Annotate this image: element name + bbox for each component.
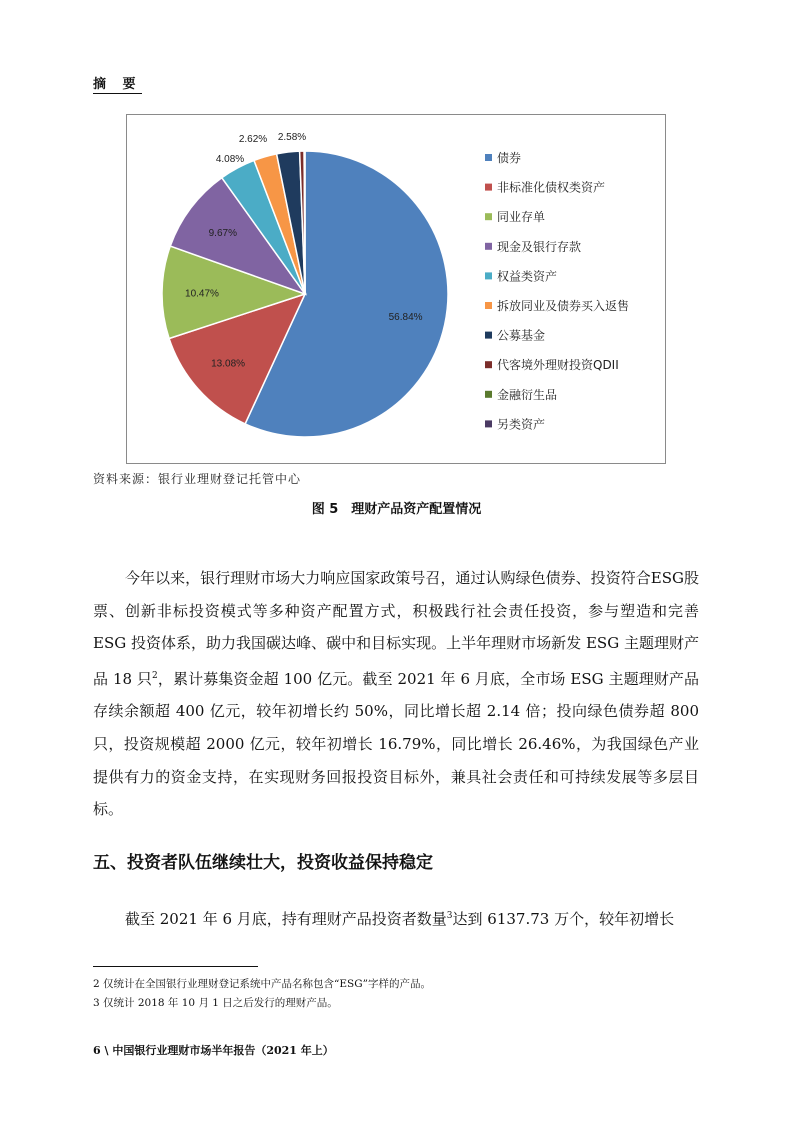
paragraph-esg-text-2: ，累计募集资金超 100 亿元。截至 2021 年 6 月底，全市场 ESG 主题理财产品存续余额超 400 亿元，较年初增长约 50%，同比增长超 2.14 倍；投向绿色债券超 800 只，投资规模超 2000 亿元，较年初增长 16.79%，同比增长 26.46%，为我国绿色产业提供有力的资金支持，在实现财务回报投资目标外，兼具社会责任和可持续发展等多层目标。 (93, 669, 700, 819)
legend-swatch-2 (485, 184, 492, 191)
legend-swatch-10 (485, 420, 492, 427)
legend-item-4[interactable]: 现金及银行存款 (497, 239, 582, 254)
footnote-3: 3 仅统计 2018 年 10 月 1 日之后发行的理财产品。 (93, 997, 338, 1009)
paragraph-investors-text-2: 达到 6137.73 万个，较年初增长 (452, 910, 675, 928)
pie-data-label-5: 4.08% (215, 154, 245, 165)
legend-item-10[interactable]: 另类资产 (497, 417, 546, 432)
legend-swatch-3 (485, 213, 492, 220)
pie-data-label-2: 13.08% (211, 358, 246, 370)
legend-item-1[interactable]: 债券 (497, 151, 522, 165)
page-footer: 6 \ 中国银行业理财市场半年报告（2021 年上） (93, 1044, 334, 1057)
footnote-2: 2 仅统计在全国银行业理财登记系统中产品名称包含“ESG”字样的产品。 (93, 978, 431, 990)
legend-item-8[interactable]: 代客境外理财投资QDII (497, 358, 619, 373)
legend-item-9[interactable]: 金融衍生品 (497, 387, 558, 402)
legend-swatch-1 (485, 154, 492, 161)
section-header: 摘 要 (93, 73, 142, 94)
paragraph-esg-text-1: 今年以来，银行理财市场大力响应国家政策号召，通过认购绿色债券、投资符合ESG股票、创新非标投资模式等多种资产配置方式，积极践行社会责任投资，参与塑造和完善 ESG 投资体系，助力我国碳达峰、碳中和目标实现。上半年理财市场新发 ESG 主题理财产品 18 只 (93, 569, 699, 688)
legend-item-7[interactable]: 公募基金 (497, 328, 546, 343)
section-title: 五、投资者队伍继续壮大，投资收益保持稳定 (93, 853, 433, 873)
pie-chart (127, 115, 665, 463)
legend-swatch-7 (485, 332, 492, 339)
pie-data-label-7: 2.58% (277, 132, 307, 143)
legend-swatch-8 (485, 361, 492, 368)
footnote-ref-2[interactable]: 2 (152, 670, 158, 681)
legend-item-2[interactable]: 非标准化债权类资产 (497, 180, 606, 195)
legend-item-5[interactable]: 权益类资产 (497, 269, 558, 284)
legend-swatch-5 (485, 272, 492, 279)
legend-swatch-6 (485, 302, 492, 309)
pie-data-label-6: 2.62% (238, 134, 268, 145)
paragraph-investors-text-1: 截至 2021 年 6 月底，持有理财产品投资者数量 (125, 910, 447, 928)
paragraph-investors (93, 908, 699, 929)
pie-data-label-1: 56.84% (388, 312, 423, 324)
paragraph-esg (93, 562, 699, 826)
pie-data-label-3: 10.47% (185, 288, 219, 300)
legend-item-3[interactable]: 同业存单 (497, 210, 546, 225)
pie-chart-container (126, 114, 666, 464)
figure-caption: 图 5 理财产品资产配置情况 (311, 502, 482, 517)
legend-item-6[interactable]: 拆放同业及债券买入返售 (497, 299, 630, 313)
footnote-ref-3[interactable]: 3 (446, 911, 453, 921)
legend-swatch-9 (485, 391, 492, 398)
pie-data-label-4: 9.67% (208, 228, 237, 239)
source-note: 资料来源：银行业理财登记托管中心 (93, 472, 302, 486)
legend-swatch-4 (485, 243, 492, 250)
footnote-divider (93, 966, 258, 967)
